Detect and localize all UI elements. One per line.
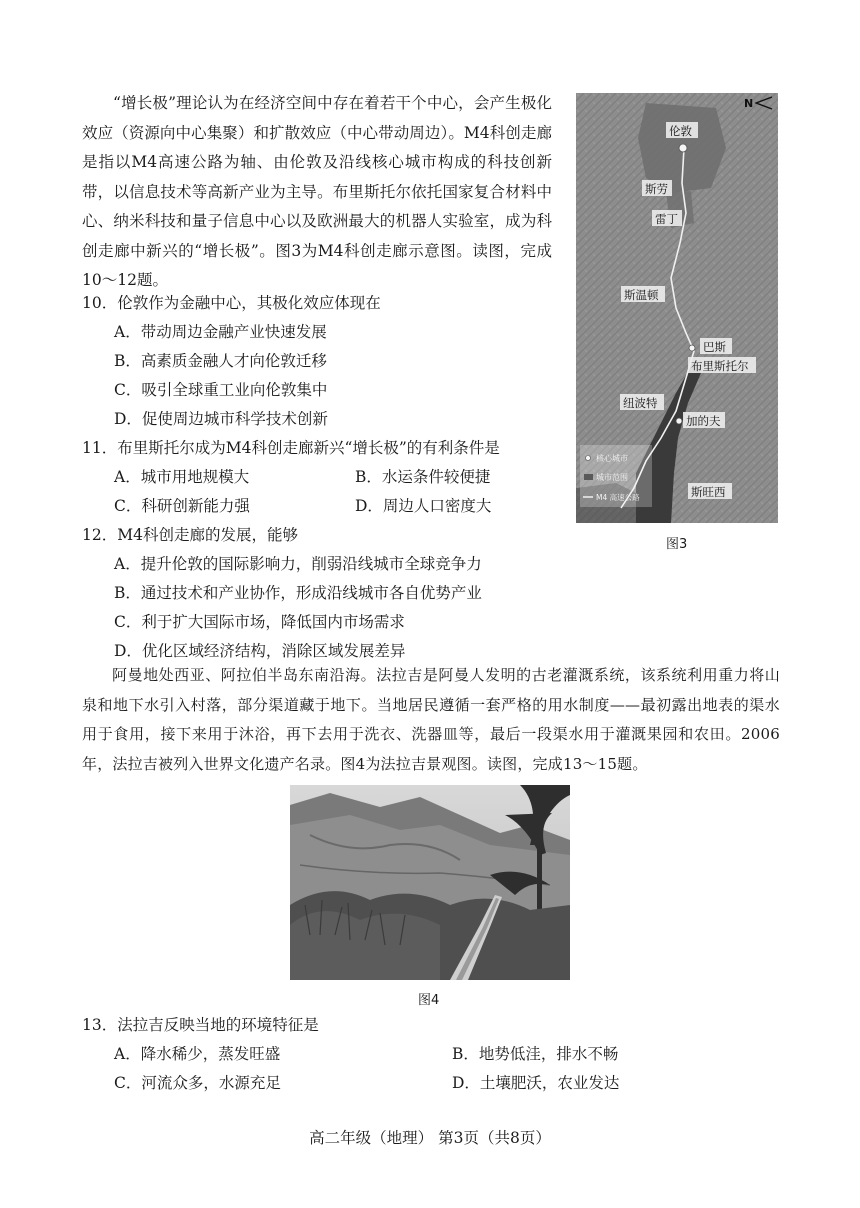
question-13-option-a: A．降水稀少，蒸发旺盛 [114, 1045, 281, 1063]
london-city-marker [679, 144, 687, 152]
question-10-option-d: D．促使周边城市科学技术创新 [114, 410, 328, 428]
label-swansea: 斯旺西 [691, 485, 726, 499]
question-10-stem: 10．伦敦作为金融中心，其极化效应体现在 [82, 294, 381, 312]
question-11-option-a: A．城市用地规模大 [114, 468, 250, 486]
label-cardiff: 加的夫 [686, 414, 721, 428]
question-10-option-b: B．高素质金融人才向伦敦迁移 [114, 352, 327, 370]
label-bath: 巴斯 [703, 340, 726, 354]
question-11-stem: 11．布里斯托尔成为M4科创走廊新兴“增长极”的有利条件是 [82, 439, 500, 457]
question-12-option-c: C．利于扩大国际市场，降低国内市场需求 [114, 613, 405, 631]
map-legend [580, 445, 652, 507]
question-12-option-d: D．优化区域经济结构，消除区域发展差异 [114, 642, 406, 660]
question-13-option-c: C．河流众多，水源充足 [114, 1074, 281, 1092]
question-11-option-d: D．周边人口密度大 [355, 497, 492, 515]
question-13-option-b: B．地势低洼，排水不畅 [452, 1045, 619, 1063]
legend-m4-label: M4 高速公路 [596, 493, 640, 502]
label-newport: 纽波特 [623, 396, 658, 410]
question-11-option-b: B．水运条件较便捷 [355, 468, 491, 486]
question-13-stem: 13．法拉吉反映当地的环境特征是 [82, 1016, 319, 1034]
intro-paragraph-q10-12: “增长极”理论认为在经济空间中存在着若干个中心，会产生极化效应（资源向中心集聚）和扩散效应（中心带动周边）。M4科创走廊是指以M4高速公路为轴、由伦敦及沿线核心城市构成的科技创新带，以信息技术等高新产业为主导。布里斯托尔依托国家复合材料中心、纳米科技和量子信息中心以及欧洲最大的机器人实验室，成为科创走廊中新兴的“增长极”。图3为M4科创走廊示意图。读图，完成10～12题。 [82, 94, 552, 289]
label-reading: 雷丁 [655, 212, 678, 226]
label-slough: 斯劳 [645, 182, 668, 196]
question-13-option-d: D．土壤肥沃，农业发达 [452, 1074, 620, 1092]
legend-core-city-icon [586, 456, 591, 461]
question-12-stem: 12．M4科创走廊的发展，能够 [82, 526, 298, 544]
north-label: N [744, 97, 754, 110]
question-12-option-a: A．提升伦敦的国际影响力，削弱沿线城市全球竞争力 [114, 555, 482, 573]
label-swindon: 斯温顿 [624, 288, 659, 302]
question-11-option-c: C．科研创新能力强 [114, 497, 250, 515]
label-bristol: 布里斯托尔 [691, 359, 749, 373]
figure-4-caption: 图4 [418, 993, 440, 1008]
question-12-option-b: B．通过技术和产业协作，形成沿线城市各自优势产业 [114, 584, 482, 602]
label-london: 伦敦 [669, 124, 692, 138]
question-10-option-a: A．带动周边金融产业快速发展 [114, 323, 327, 341]
figure-3-caption: 图3 [666, 537, 688, 552]
legend-core-city-label: 核心城市 [596, 454, 628, 463]
legend-urban-area-label: 城市范围 [596, 473, 628, 482]
cardiff-city-marker [676, 418, 682, 424]
intro-paragraph-q13-15: 阿曼地处西亚、阿拉伯半岛东南沿海。法拉吉是阿曼人发明的古老灌溉系统，该系统利用重力将山泉和地下水引入村落，部分渠道藏于地下。当地居民遵循一套严格的用水制度——最初露出地表的渠水用于食用，接下来用于沐浴，再下去用于洗衣、洗器皿等，最后一段渠水用于灌溉果园和农田。2006年，法拉吉被列入世界文化遗产名录。图4为法拉吉景观图。读图，完成13～15题。 [82, 666, 780, 773]
m4-corridor-map [576, 93, 778, 523]
legend-urban-area-icon [584, 474, 593, 480]
falaj-landscape-photo [290, 785, 570, 980]
bristol-city-marker [689, 345, 695, 351]
question-10-option-c: C．吸引全球重工业向伦敦集中 [114, 381, 328, 399]
page-footer: 高二年级（地理） 第3页（共8页） [309, 1129, 551, 1147]
